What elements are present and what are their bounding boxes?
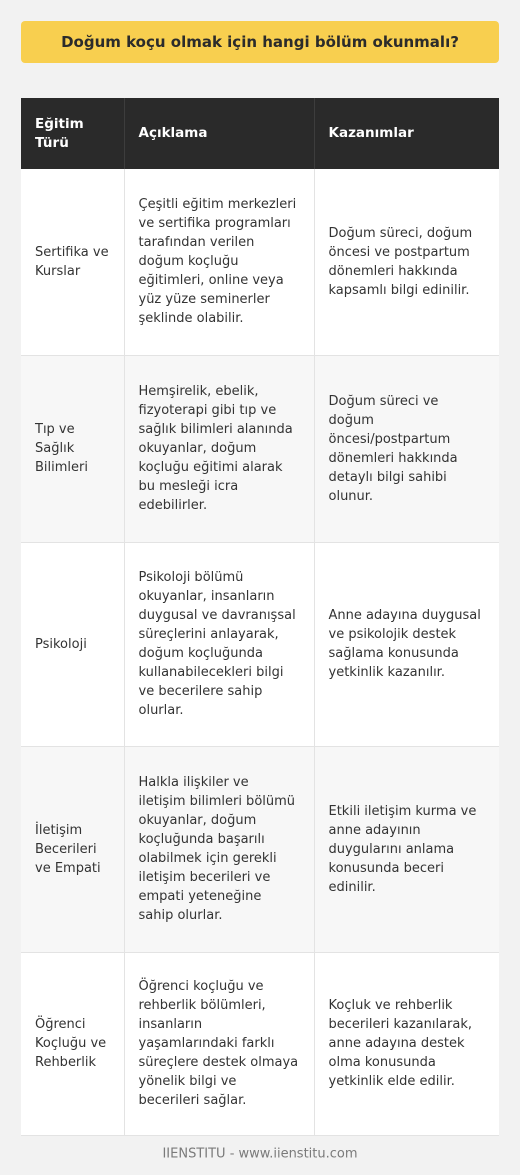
cell-gains: Etkili iletişim kurma ve anne adayının duygularını anlama konusunda beceri edinilir. xyxy=(314,746,499,952)
cell-gains: Koçluk ve rehberlik becerileri kazanılarak, anne adayına destek olma konusunda yetkinlik elde edilir. xyxy=(314,952,499,1135)
table-row xyxy=(21,746,499,952)
cell-education-type: Öğrenci Koçluğu ve Rehberlik xyxy=(21,952,124,1135)
cell-description: Halkla ilişkiler ve iletişim bilimleri bölümü okuyanlar, doğum koçluğunda başarılı olabilmek için gerekli iletişim becerileri ve empati yeteneğine sahip olurlar. xyxy=(124,746,314,952)
column-header-description: Açıklama xyxy=(124,98,314,169)
column-header-gains: Kazanımlar xyxy=(314,98,499,169)
education-table xyxy=(21,98,499,1136)
table-row xyxy=(21,355,499,542)
cell-description: Öğrenci koçluğu ve rehberlik bölümleri, insanların yaşamlarındaki farklı süreçlere destek olmaya yönelik bilgi ve becerileri sağlar. xyxy=(124,952,314,1135)
cell-description: Hemşirelik, ebelik, fizyoterapi gibi tıp ve sağlık bilimleri alanında okuyanlar, doğum koçluğu eğitimi alarak bu mesleği icra edebilirler. xyxy=(124,355,314,542)
column-header-education-type: Eğitim Türü xyxy=(21,98,124,169)
cell-education-type: İletişim Becerileri ve Empati xyxy=(21,746,124,952)
table-row xyxy=(21,952,499,1135)
cell-gains: Doğum süreci, doğum öncesi ve postpartum dönemleri hakkında kapsamlı bilgi edinilir. xyxy=(314,169,499,355)
table-row xyxy=(21,542,499,746)
cell-description: Psikoloji bölümü okuyanlar, insanların duygusal ve davranışsal süreçlerini anlayarak, doğum koçluğunda kullanabilecekleri bilgi ve becerilere sahip olurlar. xyxy=(124,542,314,746)
footer-link[interactable]: IIENSTITU - www.iienstitu.com xyxy=(162,1146,358,1162)
cell-education-type: Sertifika ve Kurslar xyxy=(21,169,124,355)
table-header-row xyxy=(21,98,499,169)
table-row xyxy=(21,169,499,355)
cell-gains: Doğum süreci ve doğum öncesi/postpartum dönemleri hakkında detaylı bilgi sahibi olunur. xyxy=(314,355,499,542)
cell-description: Çeşitli eğitim merkezleri ve sertifika programları tarafından verilen doğum koçluğu eğitimleri, online veya yüz yüze seminerler şeklinde olabilir. xyxy=(124,169,314,355)
page-title: Doğum koçu olmak için hangi bölüm okunmalı? xyxy=(21,21,499,63)
cell-education-type: Psikoloji xyxy=(21,542,124,746)
cell-gains: Anne adayına duygusal ve psikolojik destek sağlama konusunda yetkinlik kazanılır. xyxy=(314,542,499,746)
cell-education-type: Tıp ve Sağlık Bilimleri xyxy=(21,355,124,542)
